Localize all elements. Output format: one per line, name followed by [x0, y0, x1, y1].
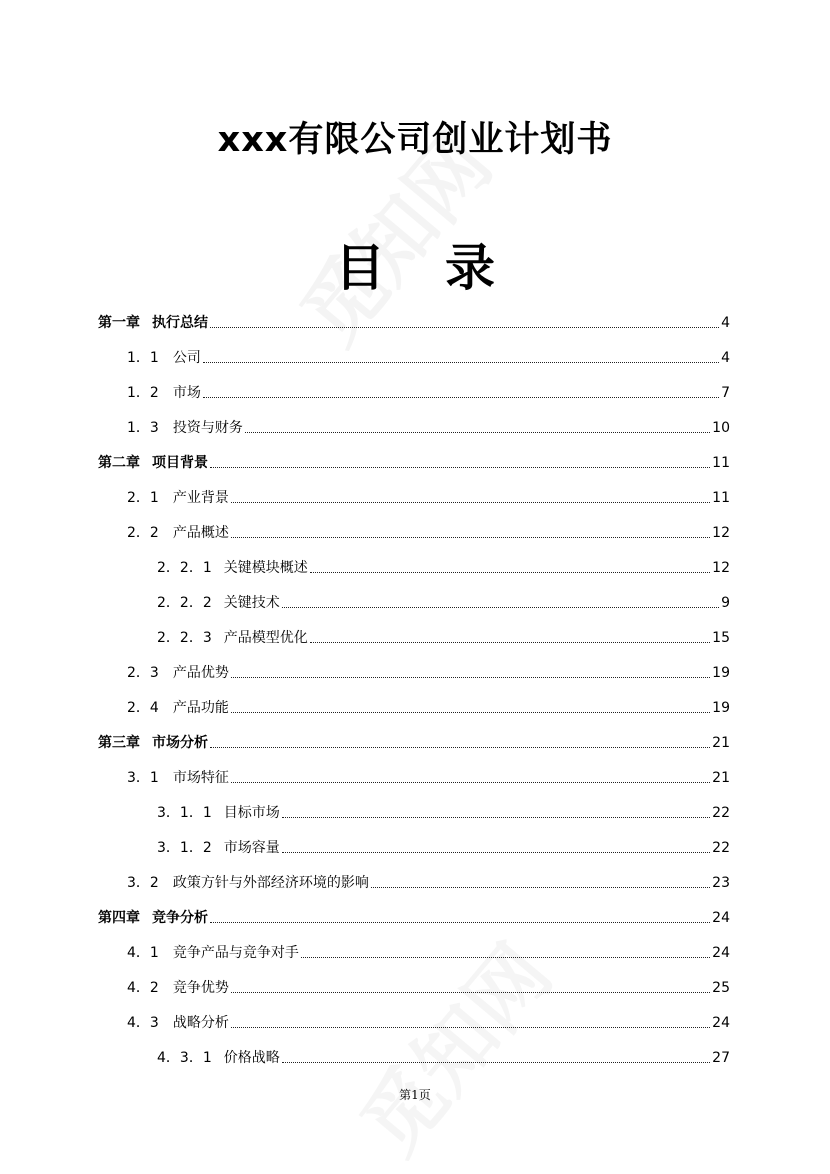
toc-page-number: 12 [712, 560, 730, 576]
toc-dot-leader [282, 1061, 710, 1063]
document-title: xxx有限公司创业计划书 [217, 120, 613, 160]
toc-entry[interactable] [127, 870, 730, 892]
toc-entry-number: 2．2．2 [157, 595, 212, 611]
toc-dot-leader [301, 956, 710, 958]
toc-entry[interactable] [157, 590, 730, 612]
toc-dot-leader [231, 501, 710, 503]
toc-page-number: 24 [712, 910, 730, 926]
toc-entry-number: 1．1 [127, 350, 159, 366]
toc-page-number: 10 [712, 420, 730, 436]
toc-entry-label: 产品概述 [172, 525, 229, 541]
toc-dot-leader [245, 431, 710, 433]
toc-entry[interactable] [157, 625, 730, 647]
toc-entry-label: 战略分析 [172, 1015, 229, 1031]
toc-page-number: 19 [712, 700, 730, 716]
toc-dot-leader [231, 781, 710, 783]
toc-entry[interactable] [127, 1010, 730, 1032]
toc-entry-label: 竞争分析 [152, 910, 208, 926]
toc-page-number: 23 [712, 875, 730, 891]
toc-entry-number: 第二章 [98, 455, 140, 471]
toc-dot-leader [210, 326, 719, 328]
toc-entry-label: 市场 [172, 385, 201, 401]
toc-page-number: 12 [712, 525, 730, 541]
toc-entry-label: 市场分析 [152, 735, 208, 751]
toc-chapter-entry[interactable] [98, 730, 730, 752]
toc-dot-leader [310, 641, 710, 643]
toc-page-number: 21 [712, 770, 730, 786]
toc-dot-leader [203, 396, 719, 398]
toc-entry[interactable] [127, 940, 730, 962]
toc-entry-label: 政策方针与外部经济环境的影响 [172, 875, 369, 891]
toc-entry-number: 4．1 [127, 945, 159, 961]
toc-chapter-entry[interactable] [98, 450, 730, 472]
toc-dot-leader [310, 571, 710, 573]
toc-dot-leader [231, 991, 710, 993]
toc-page-number: 11 [712, 455, 730, 471]
toc-entry-label: 产品优势 [172, 665, 229, 681]
toc-page-number: 22 [712, 805, 730, 821]
toc-entry-label: 竞争产品与竞争对手 [172, 945, 299, 961]
toc-entry-label: 竞争优势 [172, 980, 229, 996]
page-footer: 第1页 [399, 1088, 431, 1102]
toc-entry-number: 4．3 [127, 1015, 159, 1031]
toc-dot-leader [210, 921, 710, 923]
toc-entry-number: 3．1．2 [157, 840, 212, 856]
toc-entry-label: 产品功能 [172, 700, 229, 716]
toc-dot-leader [203, 361, 719, 363]
toc-page-number: 25 [712, 980, 730, 996]
toc-entry-number: 1．2 [127, 385, 159, 401]
toc-dot-leader [210, 466, 710, 468]
toc-entry[interactable] [157, 555, 730, 577]
toc-dot-leader [282, 851, 710, 853]
toc-entry-number: 3．2 [127, 875, 159, 891]
toc-entry[interactable] [127, 975, 730, 997]
toc-page-number: 9 [721, 595, 730, 611]
toc-entry[interactable] [127, 485, 730, 507]
toc-entry-number: 第三章 [98, 735, 140, 751]
toc-entry[interactable] [127, 345, 730, 367]
toc-entry-number: 2．2．1 [157, 560, 212, 576]
toc-dot-leader [231, 676, 710, 678]
toc-page-number: 4 [721, 350, 730, 366]
toc-entry-label: 关键技术 [223, 595, 280, 611]
toc-entry[interactable] [127, 765, 730, 787]
toc-page-number: 4 [721, 315, 730, 331]
toc-entry-number: 2．3 [127, 665, 159, 681]
toc-entry-label: 公司 [172, 350, 201, 366]
toc-page-number: 21 [712, 735, 730, 751]
toc-entry-number: 3．1 [127, 770, 159, 786]
toc-entry-label: 价格战略 [223, 1050, 280, 1066]
toc-entry[interactable] [127, 520, 730, 542]
toc-dot-leader [371, 886, 710, 888]
toc-chapter-entry[interactable] [98, 310, 730, 332]
toc-entry[interactable] [127, 695, 730, 717]
toc-entry-label: 市场特征 [172, 770, 229, 786]
toc-page-number: 15 [712, 630, 730, 646]
toc-page-number: 7 [721, 385, 730, 401]
toc-entry-number: 3．1．1 [157, 805, 212, 821]
toc-entry-number: 4．3．1 [157, 1050, 212, 1066]
toc-dot-leader [231, 1026, 710, 1028]
toc-entry[interactable] [157, 800, 730, 822]
toc-page-number: 24 [712, 945, 730, 961]
toc-entry-label: 市场容量 [223, 840, 280, 856]
toc-entry-number: 2．1 [127, 490, 159, 506]
toc-entry[interactable] [157, 1045, 730, 1067]
toc-entry-number: 1．3 [127, 420, 159, 436]
toc-page-number: 27 [712, 1050, 730, 1066]
toc-entry-label: 产品模型优化 [223, 630, 308, 646]
toc-page-number: 22 [712, 840, 730, 856]
toc-entry-label: 项目背景 [152, 455, 208, 471]
toc-heading: 目录 [335, 239, 555, 297]
toc-dot-leader [282, 606, 719, 608]
toc-entry[interactable] [127, 660, 730, 682]
toc-entry-label: 关键模块概述 [223, 560, 308, 576]
toc-dot-leader [231, 536, 710, 538]
toc-entry[interactable] [127, 380, 730, 402]
toc-page-number: 24 [712, 1015, 730, 1031]
toc-dot-leader [210, 746, 710, 748]
toc-entry-number: 4．2 [127, 980, 159, 996]
toc-entry-number: 2．4 [127, 700, 159, 716]
toc-entry-label: 目标市场 [223, 805, 280, 821]
toc-entry-number: 第四章 [98, 910, 140, 926]
toc-dot-leader [282, 816, 710, 818]
toc-page-number: 19 [712, 665, 730, 681]
toc-dot-leader [231, 711, 710, 713]
toc-chapter-entry[interactable] [98, 905, 730, 927]
toc-entry-label: 产业背景 [172, 490, 229, 506]
toc-entry-number: 第一章 [98, 315, 140, 331]
toc-entry-label: 执行总结 [152, 315, 208, 331]
toc-entry[interactable] [127, 415, 730, 437]
toc-entry-number: 2．2．3 [157, 630, 212, 646]
toc-entry-label: 投资与财务 [172, 420, 243, 436]
toc-page-number: 11 [712, 490, 730, 506]
toc-entry[interactable] [157, 835, 730, 857]
toc-entry-number: 2．2 [127, 525, 159, 541]
